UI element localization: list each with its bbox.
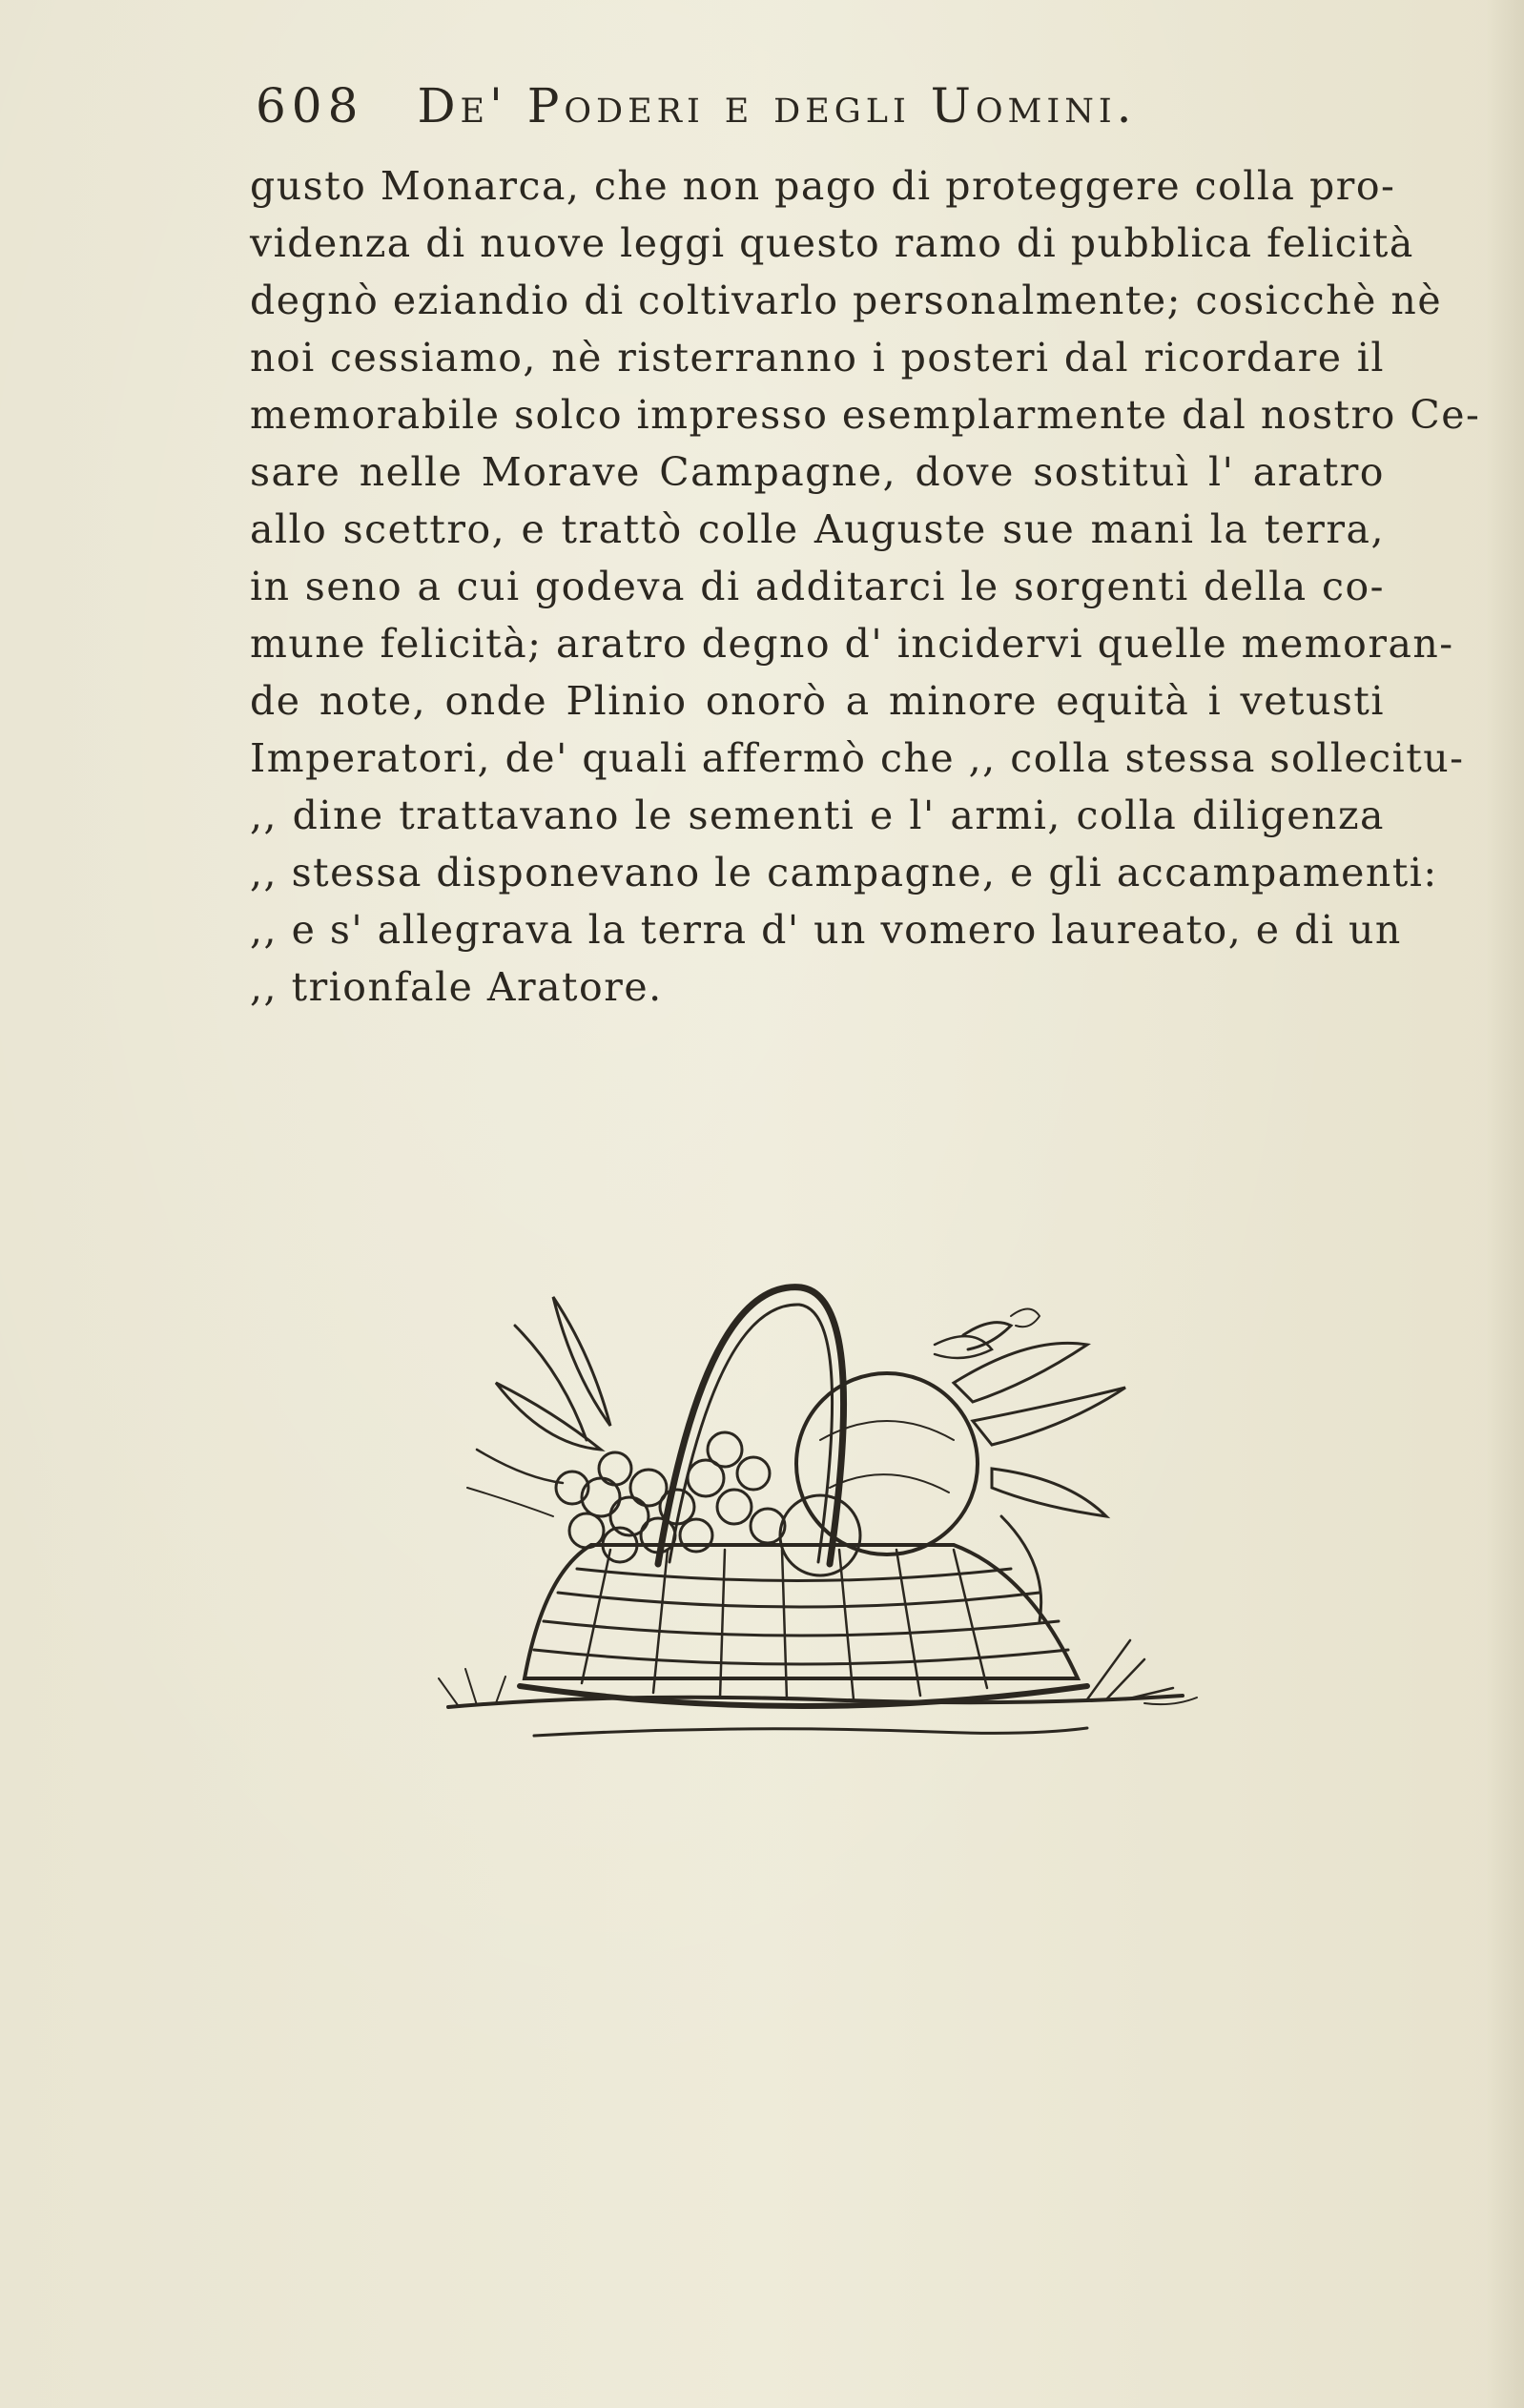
body-text <box>250 157 1481 1016</box>
text-line: ,, e s' allegrava la terra d' un vomero laureato, e di un <box>250 907 1402 953</box>
text-line: ,, dine trattavano le sementi e l' armi, colla diligenza <box>250 792 1385 838</box>
text-line: gusto Monarca, che non pago di proteggere colla pro- <box>250 163 1396 209</box>
text-line: in seno a cui godeva di additarci le sorgenti della co- <box>250 564 1385 609</box>
running-header <box>256 78 1209 154</box>
basket-of-fruit-woodcut-icon <box>420 1259 1211 1774</box>
text-line: de note, onde Plinio onorò a minore equità i vetusti <box>250 678 1385 724</box>
text-line: memorabile solco impresso esemplarmente dal nostro Ce- <box>250 392 1481 438</box>
text-line-last: ,, trionfale Aratore. <box>250 964 663 1010</box>
page-edge-shadow <box>1486 0 1524 2408</box>
text-line: degnò eziandio di coltivarlo personalmente; cosicchè nè <box>250 278 1443 323</box>
running-title: De' Poderi e degli Uomini. <box>417 78 1137 134</box>
text-line: allo scettro, e trattò colle Auguste sue mani la terra, <box>250 506 1385 552</box>
text-line: mune felicità; aratro degno d' incidervi quelle memoran- <box>250 621 1454 667</box>
page-number: 608 <box>256 78 364 134</box>
text-line: noi cessiamo, nè risterranno i posteri dal ricordare il <box>250 335 1385 381</box>
text-line: Imperatori, de' quali affermò che ,, colla stessa sollecitu- <box>250 735 1465 781</box>
text-line: videnza di nuove leggi questo ramo di pubblica felicità <box>250 220 1414 266</box>
text-line: ,, stessa disponevano le campagne, e gli accampamenti: <box>250 850 1438 895</box>
text-line: sare nelle Morave Campagne, dove sostituì l' aratro <box>250 449 1385 495</box>
